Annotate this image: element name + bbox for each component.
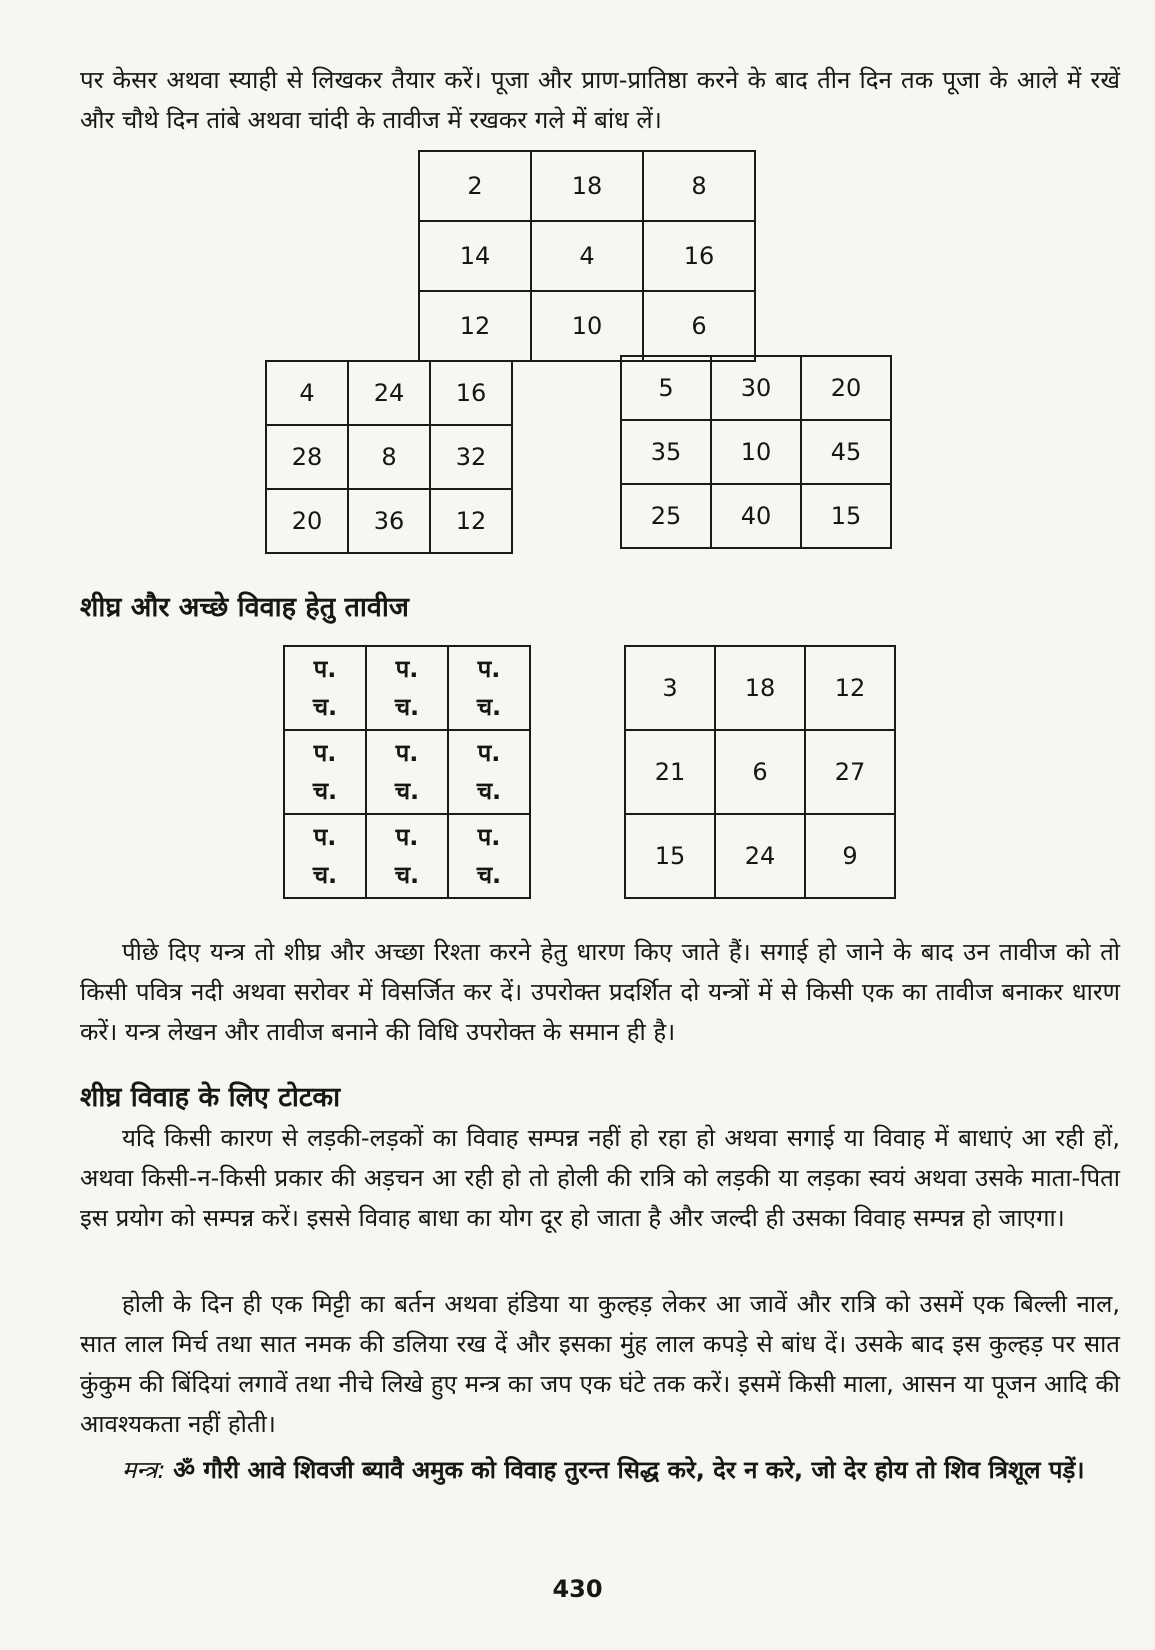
grid-cell: 15 bbox=[801, 484, 891, 548]
grid-row bbox=[284, 730, 530, 814]
cell-char-top: प. bbox=[477, 655, 501, 683]
cell-char-top: प. bbox=[395, 823, 419, 851]
yantra-grid-marriage bbox=[624, 645, 896, 899]
grid-cell: 20 bbox=[801, 356, 891, 420]
grid-cell: 10 bbox=[531, 291, 643, 361]
grid-cell: 16 bbox=[643, 221, 755, 291]
cell-char-top: प. bbox=[313, 739, 337, 767]
grid-cell: 24 bbox=[348, 361, 430, 425]
mantra-label: मन्त्र: bbox=[122, 1456, 166, 1484]
grid-cell bbox=[366, 730, 448, 814]
grid-row bbox=[419, 221, 755, 291]
yantra-grid-top bbox=[418, 150, 756, 362]
cell-char-bottom: च. bbox=[312, 777, 338, 805]
cell-char-bottom: च. bbox=[476, 693, 502, 721]
grid-row bbox=[621, 356, 891, 420]
cell-char-bottom: च. bbox=[476, 861, 502, 889]
grid-row bbox=[284, 814, 530, 898]
grid-cell bbox=[448, 730, 530, 814]
grid-cell: 12 bbox=[430, 489, 512, 553]
grid-cell: 12 bbox=[419, 291, 531, 361]
grid-row bbox=[625, 646, 895, 730]
cell-char-top: प. bbox=[395, 655, 419, 683]
cell-char-bottom: च. bbox=[312, 693, 338, 721]
yantra-grid-left bbox=[265, 360, 513, 554]
grid-cell bbox=[366, 646, 448, 730]
cell-char-top: प. bbox=[313, 655, 337, 683]
grid-cell: 28 bbox=[266, 425, 348, 489]
heading-quick-marriage-totka: शीघ्र विवाह के लिए टोटका bbox=[80, 1082, 341, 1113]
cell-char-top: प. bbox=[313, 823, 337, 851]
cell-char-bottom: च. bbox=[312, 861, 338, 889]
grid-row bbox=[284, 646, 530, 730]
grid-cell: 5 bbox=[621, 356, 711, 420]
grid-cell: 45 bbox=[801, 420, 891, 484]
page-number: 430 bbox=[552, 1575, 603, 1603]
cell-char-bottom: च. bbox=[394, 693, 420, 721]
grid-cell: 24 bbox=[715, 814, 805, 898]
cell-char-bottom: च. bbox=[394, 777, 420, 805]
paragraph-yantra-usage: पीछे दिए यन्त्र तो शीघ्र और अच्छा रिश्ता करने हेतु धारण किए जाते हैं। सगाई हो जाने के बाद उन तावीज को तो किसी पवित्र नदी अथवा सरोवर में विसर्जित कर दें। उपरोक्त प्रदर्शित दो यन्त्रों में से किसी एक का तावीज बनाकर धारण करें। यन्त्र लेखन और तावीज बनाने की विधि उपरोक्त के समान ही है। bbox=[80, 938, 1120, 1046]
grid-cell: 4 bbox=[266, 361, 348, 425]
grid-cell: 9 bbox=[805, 814, 895, 898]
paragraph-totka-method: होली के दिन ही एक मिट्टी का बर्तन अथवा हंडिया या कुल्हड़ लेकर आ जावें और रात्रि को उसमें एक बिल्ली नाल, सात लाल मिर्च तथा सात नमक की डलिया रख दें और इसका मुंह लाल कपड़े से बांध दें। उसके बाद इस कुल्हड़ पर सात कुंकुम की बिंदियां लगावें तथा नीचे लिखे हुए मन्त्र का जप एक घंटे तक करें। इसमें किसी माला, आसन या पूजन आदि की आवश्यकता नहीं होती। bbox=[80, 1290, 1120, 1438]
yantra-grid-pa-cha bbox=[283, 645, 531, 899]
mantra-paragraph bbox=[80, 1450, 1120, 1490]
grid-cell bbox=[366, 814, 448, 898]
grid-cell: 18 bbox=[715, 646, 805, 730]
grid-cell: 35 bbox=[621, 420, 711, 484]
grid-cell: 8 bbox=[348, 425, 430, 489]
cell-char-top: प. bbox=[477, 739, 501, 767]
grid-cell: 10 bbox=[711, 420, 801, 484]
grid-cell: 4 bbox=[531, 221, 643, 291]
grid-cell bbox=[284, 730, 366, 814]
grid-cell: 12 bbox=[805, 646, 895, 730]
paragraph-totka-intro: यदि किसी कारण से लड़की-लड़कों का विवाह सम्पन्न नहीं हो रहा हो अथवा सगाई या विवाह में बाधाएं आ रही हों, अथवा किसी-न-किसी प्रकार की अड़चन आ रही हो तो होली की रात्रि को लड़की या लड़का स्वयं अथवा उसके माता-पिता इस प्रयोग को सम्पन्न करें। इससे विवाह बाधा का योग दूर हो जाता है और जल्दी ही उसका विवाह सम्पन्न हो जाएगा। bbox=[80, 1124, 1120, 1232]
grid-row bbox=[266, 361, 512, 425]
grid-row bbox=[419, 151, 755, 221]
cell-char-bottom: च. bbox=[476, 777, 502, 805]
grid-cell: 18 bbox=[531, 151, 643, 221]
heading-marriage-tabeez: शीघ्र और अच्छे विवाह हेतु तावीज bbox=[80, 592, 409, 623]
grid-cell: 14 bbox=[419, 221, 531, 291]
grid-row bbox=[625, 730, 895, 814]
grid-cell: 25 bbox=[621, 484, 711, 548]
grid-cell bbox=[448, 646, 530, 730]
cell-char-top: प. bbox=[395, 739, 419, 767]
grid-cell bbox=[284, 814, 366, 898]
grid-cell: 27 bbox=[805, 730, 895, 814]
grid-row bbox=[621, 484, 891, 548]
grid-cell: 8 bbox=[643, 151, 755, 221]
grid-cell: 21 bbox=[625, 730, 715, 814]
grid-cell bbox=[448, 814, 530, 898]
grid-cell: 2 bbox=[419, 151, 531, 221]
cell-char-bottom: च. bbox=[394, 861, 420, 889]
grid-row bbox=[266, 489, 512, 553]
grid-row bbox=[266, 425, 512, 489]
cell-char-top: प. bbox=[477, 823, 501, 851]
grid-cell: 16 bbox=[430, 361, 512, 425]
grid-cell: 32 bbox=[430, 425, 512, 489]
grid-row bbox=[625, 814, 895, 898]
grid-cell: 36 bbox=[348, 489, 430, 553]
grid-cell: 40 bbox=[711, 484, 801, 548]
yantra-grid-right bbox=[620, 355, 892, 549]
grid-cell: 3 bbox=[625, 646, 715, 730]
grid-cell: 30 bbox=[711, 356, 801, 420]
grid-cell: 6 bbox=[715, 730, 805, 814]
grid-cell: 6 bbox=[643, 291, 755, 361]
grid-cell: 15 bbox=[625, 814, 715, 898]
grid-cell bbox=[284, 646, 366, 730]
mantra-text: ॐ गौरी आवे शिवजी ब्यावै अमुक को विवाह तुरन्त सिद्ध करे, देर न करे, जो देर होय तो शिव त्रिशूल पड़ें। bbox=[173, 1456, 1085, 1484]
grid-row bbox=[621, 420, 891, 484]
intro-paragraph: पर केसर अथवा स्याही से लिखकर तैयार करें। पूजा और प्राण-प्रातिष्ठा करने के बाद तीन दिन तक पूजा के आले में रखें और चौथे दिन तांबे अथवा चांदी के तावीज में रखकर गले में बांध लें। bbox=[80, 66, 1120, 134]
grid-row bbox=[419, 291, 755, 361]
grid-cell: 20 bbox=[266, 489, 348, 553]
